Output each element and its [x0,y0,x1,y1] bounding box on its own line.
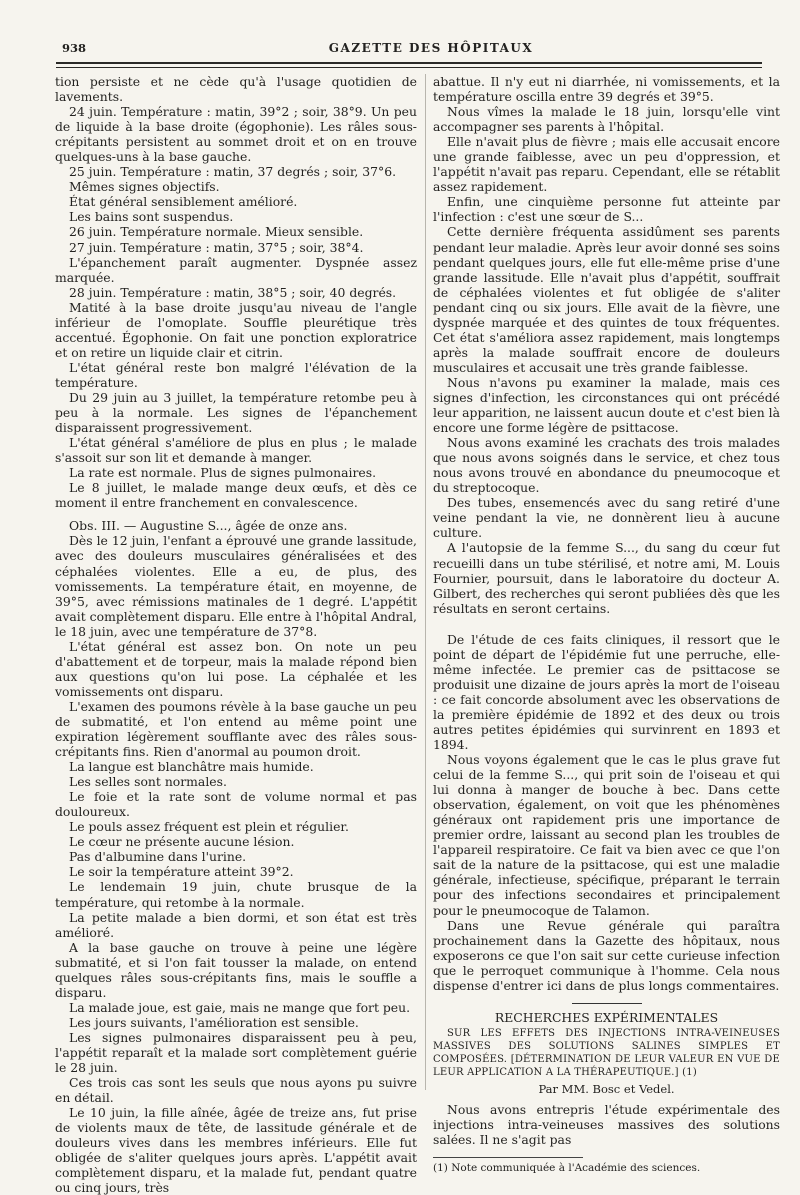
authors-byline: Par MM. Bosc et Vedel. [538,1081,675,1096]
paragraph: Dans une Revue générale qui paraîtra prochainement dans la Gazette des hôpitaux, nous exposerons ce que l'on sait sur cette curieuse infection que le perroquet communique à l'homme. Cela nous dispense d'entrer ici dans de plus longs commentaires. [433,917,780,993]
paragraph: L'examen des poumons révèle à la base gauche un peu de submatité, et l'on entend au même point une expiration légèrement soufflante avec des râles sous-crépitants fins. Rien d'anormal au poumon droit. [55,698,417,760]
paragraph: Le lendemain 19 juin, chute brusque de la température, qui retombe à la normale. [55,879,417,910]
section-subtitle: SUR LES EFFETS DES INJECTIONS INTRA-VEINEUSES MASSIVES DES SOLUTIONS SALINES SIMPLES ET COMPOSÉES. [DÉTERMINATION DE LEUR VALEUR EN VUE DE LEUR APPLICATION A LA THÉRAPEUTIQUE.] (1) [433,1027,780,1078]
page-header [62,36,760,60]
header-rule-thin [56,67,762,68]
journal-title: GAZETTE DES HÔPITAUX [328,41,534,55]
section-title: RECHERCHES EXPÉRIMENTALES [494,1009,719,1025]
paragraph: abattue. Il n'y eut ni diarrhée, ni vomissements, et la température oscilla entre 39 degrés et 39°5. [433,74,780,105]
paragraph: Matité à la base droite jusqu'au niveau de l'angle inférieur de l'omoplate. Souffle pleurétique très accentué. Égophonie. On fait une ponction exploratrice et on retire un liquide clair et citrin. [55,299,417,360]
paragraph: Cette dernière fréquenta assidûment ses parents pendant leur maladie. Après leur avoir donné ses soins pendant quelques jours, elle fut elle-même prise d'une grande lassitude. Elle n'avait plus d'appétit, souffrait de céphalées violentes et fut obligée de s'aliter pendant cinq ou six jours. Elle avait de la fièvre, une dyspnée marquée et des quintes de toux fréquentes. Cet état s'améliora assez rapidement, mais longtemps après la malade souffrait encore de douleurs musculaires et accusait une très grande faiblesse. [433,224,780,375]
paragraph: Nous avons entrepris l'étude expérimentale des injections intra-veineuses massives des solutions salées. Il ne s'agit pas [433,1101,780,1147]
paragraph: Les signes pulmonaires disparaissent peu à peu, l'appétit reparaît et la malade sort complètement guérie le 28 juin. [55,1029,417,1076]
paragraph: Nous avons examiné les crachats des trois malades que nous avons soignés dans le service, et chez tous nous avons trouvé en abondance du pneumocoque et du streptocoque. [433,435,780,496]
paragraph: Nous vîmes la malade le 18 juin, lorsqu'elle vint accompagner ses parents à l'hôpital. [433,104,780,135]
paragraph: A l'autopsie de la femme S..., du sang du cœur fut recueilli dans un tube stérilisé, et notre ami, M. Louis Fournier, poursuit, dans le laboratoire du docteur A. Gilbert, des recherches qui seront publiées dès que les résultats en seront certains. [433,540,780,616]
paragraph: La petite malade a bien dormi, et son état est très amélioré. [55,909,417,940]
paragraph: Les jours suivants, l'amélioration est sensible. [69,1014,359,1030]
paragraph: Nous voyons également que le cas le plus grave fut celui de la femme S..., qui prit soin de l'oiseau et qui lui donna à manger de bouche à bec. Dans cette observation, également, on voit que les phénomènes généraux ont rapidement pris une importance de premier ordre, laissant au second plan les troubles de l'appareil respiratoire. Ce fait va bien avec ce que l'on sait de la nature de la psittacose, qui est une maladie générale, infectieuse, spécifique, préparant le terrain pour des infections secondaires et principalement pour le pneumocoque de Talamon. [433,752,780,918]
paragraph: Le soir la température atteint 39°2. [69,864,294,880]
paragraph: Le pouls assez fréquent est plein et régulier. [69,819,349,835]
right-column [433,74,780,1175]
observation-heading: Obs. III. — Augustine S..., âgée de onze ans. [69,518,348,534]
section-separator [572,1003,642,1004]
paragraph: Pas d'albumine dans l'urine. [69,849,247,865]
page-number: 938 [62,41,87,55]
header-rule-thick [56,62,762,64]
paragraph: Enfin, une cinquième personne fut atteinte par l'infection : c'est une sœur de S... [433,194,780,225]
paragraph: L'état général est assez bon. On note un peu d'abattement et de torpeur, mais la malade répond bien aux questions qu'on lui pose. La céphalée et les vomissements ont disparu. [55,638,417,699]
paragraph: Le 10 juin, la fille aînée, âgée de treize ans, fut prise de violents maux de tête, de lassitude générale et de douleurs vives dans les membres inférieurs. Elle fut obligée de s'aliter quelques jours après. L'appétit avait complètement disparu, et la malade fut, pendant quatre ou cinq jours, très [55,1105,417,1195]
paragraph: Nous n'avons pu examiner la malade, mais ces signes d'infection, les circonstances qui ont précédé leur apparition, ne laissent aucun doute et c'est bien là encore une forme légère de psittacose. [433,374,780,436]
paragraph: La rate est normale. Plus de signes pulmonaires. [69,465,377,481]
left-column [55,74,417,1195]
paragraph: 28 juin. Température : matin, 38°5 ; soir, 40 degrés. [69,284,397,300]
paragraph: L'épanchement paraît augmenter. Dyspnée assez marquée. [55,254,417,285]
paragraph: Du 29 juin au 3 juillet, la température retombe peu à peu à la normale. Les signes de l'épanchement disparaissent progressivement. [55,389,417,436]
paragraph: La langue est blanchâtre mais humide. [69,759,314,775]
paragraph: L'état général reste bon malgré l'élévation de la température. [55,359,417,390]
paragraph: Les selles sont normales. [69,774,227,790]
paragraph: Des tubes, ensemencés avec du sang retiré d'une veine pendant la vie, ne donnèrent lieu à aucune culture. [433,495,780,541]
paragraph: État général sensiblement amélioré. [69,194,298,210]
paragraph: Le foie et la rate sont de volume normal et pas douloureux. [55,789,417,820]
paragraph: De l'étude de ces faits cliniques, il ressort que le point de départ de l'épidémie fut une perruche, elle-même infectée. Le premier cas de psittacose se produisit une dizaine de jours après la mort de l'oiseau : ce fait concorde absolument avec les observations de la première épidémie de 1892 et des deux ou trois autres petites épidémies qui survinrent en 1893 et 1894. [433,631,780,753]
paragraph: 27 juin. Température : matin, 37°5 ; soir, 38°4. [69,239,364,255]
column-divider [425,74,426,1090]
paragraph: 24 juin. Température : matin, 39°2 ; soir, 38°9. Un peu de liquide à la base droite (égophonie). Les râles sous-crépitants persistent au sommet droit et on en trouve quelques-uns à la base gauche. [55,104,417,165]
paragraph: Mêmes signes objectifs. [69,179,220,195]
paragraph: Le 8 juillet, le malade mange deux œufs, et dès ce moment il entre franchement en convalescence. [55,480,417,511]
paragraph: Ces trois cas sont les seuls que nous ayons pu suivre en détail. [55,1075,417,1106]
footnote: (1) Note communiquée à l'Académie des sciences. [433,1162,701,1175]
paragraph: Les bains sont suspendus. [69,209,234,225]
paragraph: 26 juin. Température normale. Mieux sensible. [69,224,364,240]
paragraph: Le cœur ne présente aucune lésion. [69,834,295,850]
paragraph: Elle n'avait plus de fièvre ; mais elle accusait encore une grande faiblesse, avec un peu d'oppression, et l'appétit n'avait pas reparu. Cependant, elle se rétablit assez rapidement. [433,134,780,195]
paragraph: La malade joue, est gaie, mais ne mange que fort peu. [69,999,411,1015]
footnote-rule [433,1157,583,1158]
paragraph: Dès le 12 juin, l'enfant a éprouvé une grande lassitude, avec des douleurs musculaires généralisées et des céphalées violentes. Elle a eu, de plus, des vomissements. La température était, en moyenne, de 39°5, avec rémissions matinales de 1 degré. L'appétit avait complètement disparu. Elle entre à l'hôpital Andral, le 18 juin, avec une température de 37°8. [55,533,417,639]
paragraph: tion persiste et ne cède qu'à l'usage quotidien de lavements. [55,74,417,105]
paragraph: 25 juin. Température : matin, 37 degrés ; soir, 37°6. [69,164,397,180]
paragraph: A la base gauche on trouve à peine une légère submatité, et si l'on fait tousser la malade, on entend quelques râles sous-crépitants fins, mais le souffle a disparu. [55,939,417,1000]
paragraph: L'état général s'améliore de plus en plus ; le malade s'assoit sur son lit et demande à manger. [55,435,417,466]
